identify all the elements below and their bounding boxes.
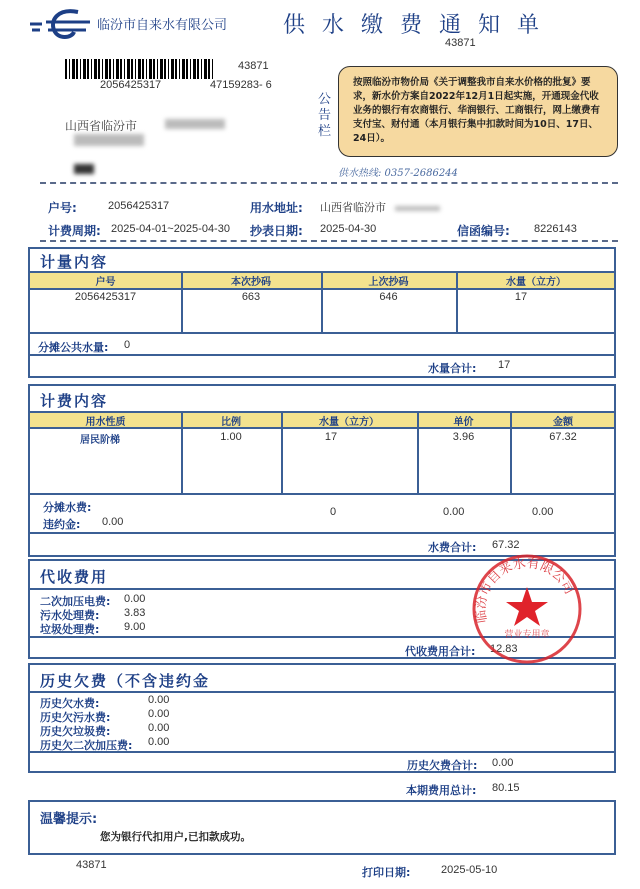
arrears-value: 0.00 xyxy=(148,736,170,748)
hotline: 供水热线: 0357-2686244 xyxy=(338,168,458,179)
fee-label: 污水处理费: xyxy=(40,609,100,622)
arrears-label: 历史欠垃圾费: xyxy=(40,725,111,738)
redacted-block xyxy=(74,164,94,174)
divider xyxy=(40,182,618,184)
table-cell: 17 xyxy=(324,431,338,443)
address-value: 山西省临汾市 xyxy=(320,201,386,214)
section-title: 代收费用 xyxy=(40,568,109,586)
arrears-value: 0.00 xyxy=(148,694,170,706)
column-header: 本次抄码 xyxy=(231,277,271,288)
arrears-total-label: 历史欠费合计: xyxy=(407,759,478,772)
read-date-value: 2025-04-30 xyxy=(320,223,377,235)
section-title: 计量内容 xyxy=(40,253,109,271)
fee-value: 3.83 xyxy=(124,607,146,619)
account-label: 户号: xyxy=(48,201,77,215)
redacted-block xyxy=(74,134,144,146)
print-date-value: 2025-05-10 xyxy=(441,864,498,876)
volume-total-label: 水量合计: xyxy=(428,362,477,375)
metering-section xyxy=(28,247,616,378)
arrears-value: 0.00 xyxy=(148,722,170,734)
collection-total-value: 12.83 xyxy=(490,643,518,655)
column-header: 水量（立方） xyxy=(506,277,566,288)
column-header: 金额 xyxy=(553,417,573,428)
tips-section xyxy=(28,800,616,855)
section-title: 计费内容 xyxy=(40,392,109,410)
arrears-label: 历史欠污水费: xyxy=(40,711,111,724)
fee-label: 垃圾处理费: xyxy=(40,623,100,636)
shared-fee-amount: 0.00 xyxy=(532,506,554,518)
barcode-code: 47159283- 6 xyxy=(210,79,272,91)
grand-total-value: 80.15 xyxy=(492,782,520,794)
period-label: 计费周期: xyxy=(48,224,101,238)
penalty-value: 0.00 xyxy=(102,516,124,528)
collection-total-label: 代收费用合计: xyxy=(405,645,476,658)
company-name: 临汾市自来水有限公司 xyxy=(97,18,228,33)
column-header: 比例 xyxy=(221,417,241,428)
letter-label: 信函编号: xyxy=(457,224,510,238)
seal-subtext: 营业专用章 xyxy=(504,630,550,640)
shared-volume-label: 分摊公共水量: xyxy=(38,341,109,354)
table-cell: 3.96 xyxy=(452,431,475,443)
fee-label: 二次加压电费: xyxy=(40,595,111,608)
shared-fee-volume: 0 xyxy=(330,506,337,518)
table-cell: 17 xyxy=(514,291,528,303)
fee-value: 0.00 xyxy=(124,593,146,605)
section-title: 历史欠费（不含违约金 xyxy=(40,672,211,690)
star-icon xyxy=(506,587,548,626)
period-value: 2025-04-01~2025-04-30 xyxy=(111,223,230,235)
redacted-block xyxy=(395,206,440,211)
letter-value: 8226143 xyxy=(534,223,577,235)
page-title: 供水缴费通知单 xyxy=(283,13,557,38)
read-date-label: 抄表日期: xyxy=(250,224,303,238)
arrears-label: 历史欠水费: xyxy=(40,697,100,710)
barcode xyxy=(65,59,215,79)
tips-title: 温馨提示: xyxy=(40,812,98,827)
arrears-section xyxy=(28,663,616,773)
barcode-serial: 43871 xyxy=(238,60,269,72)
print-date-label: 打印日期: xyxy=(362,866,411,879)
barcode-account: 2056425317 xyxy=(100,79,162,91)
water-fee-total-label: 水费合计: xyxy=(428,541,477,554)
notice-label: 公告栏 xyxy=(318,92,332,139)
penalty-label: 违约金: xyxy=(43,518,81,531)
billing-section xyxy=(28,384,616,557)
table-cell: 居民阶梯 xyxy=(80,435,120,446)
column-header: 单价 xyxy=(453,417,474,428)
tips-text: 您为银行代扣用户,已扣款成功。 xyxy=(100,831,251,843)
serial-number: 43871 xyxy=(445,37,476,49)
arrears-total-value: 0.00 xyxy=(492,757,514,769)
address-label: 用水地址: xyxy=(250,201,303,215)
mail-address: 山西省临汾市 xyxy=(65,119,138,133)
column-header: 用水性质 xyxy=(85,417,126,428)
table-cell: 663 xyxy=(241,291,261,303)
column-header: 上次抄码 xyxy=(368,277,409,288)
shared-fee-price: 0.00 xyxy=(443,506,465,518)
fee-value: 9.00 xyxy=(124,621,146,633)
arrears-label: 历史欠二次加压费: xyxy=(40,739,133,752)
redacted-block xyxy=(165,119,225,129)
seal-text: 临汾市自来水有限公司 xyxy=(473,556,577,624)
company-logo xyxy=(28,6,94,42)
table-cell: 646 xyxy=(379,291,398,303)
grand-total-label: 本期费用总计: xyxy=(406,784,477,797)
shared-fee-label: 分摊水费: xyxy=(43,501,92,514)
divider xyxy=(40,240,618,242)
arrears-value: 0.00 xyxy=(148,708,170,720)
column-header: 户号 xyxy=(95,277,116,288)
account-value: 2056425317 xyxy=(108,200,170,212)
volume-total-value: 17 xyxy=(498,359,511,371)
company-seal xyxy=(470,553,584,665)
table-cell: 2056425317 xyxy=(74,291,137,303)
notice-box: 按照临汾市物价局《关于调整我市自来水价格的批复》要求，新水价方案自2022年12月1日起实施，开通现金代收业务的银行有农商银行、华润银行、工商银行，网上缴费有支付宝、财付通（本月银行集中扣款时间为10日、17日、24日）。 xyxy=(338,66,618,157)
table-cell: 67.32 xyxy=(549,431,577,443)
table-cell: 1.00 xyxy=(220,431,242,443)
column-header: 水量（立方） xyxy=(319,417,379,428)
water-fee-total-value: 67.32 xyxy=(492,539,520,551)
footer-serial: 43871 xyxy=(76,859,107,871)
shared-volume-value: 0 xyxy=(124,339,131,351)
